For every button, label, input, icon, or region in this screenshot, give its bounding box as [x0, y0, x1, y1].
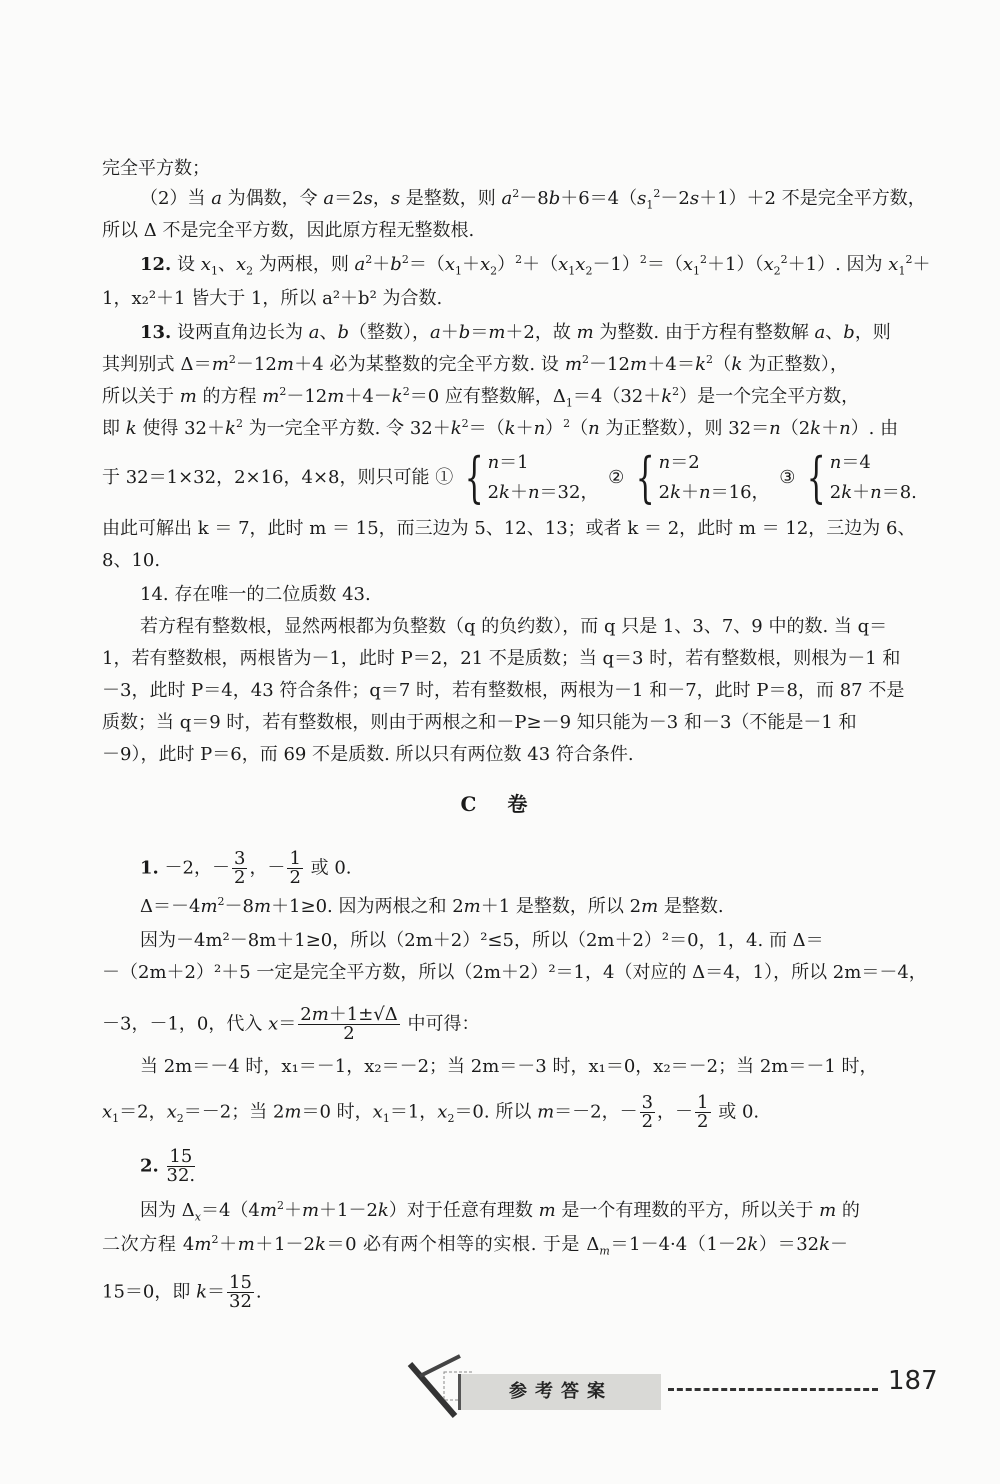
text-line: －3，－1，0，代入 x＝ $\frac{2m+1\pm√\Delta}{2}$ 中可得： [102, 1004, 480, 1044]
text-line: 于 32＝1×32，2×16，4×8，则只可能 ① { n＝1 2k＋n＝32， ② { n＝2 2k＋n＝16， ③ { n＝4 2k＋n＝8. [102, 446, 917, 509]
text-line: 1. －2，－ $\frac{3}{2}$ ，－ $\frac{1}{2}$ 或 0. [140, 848, 352, 888]
text-line: （2）当 a 为偶数，令 a＝2s，s 是整数，则 $a^2-8b+6=4(s_1^2-2s+1)+2$ 不是完全平方数， [140, 187, 926, 212]
text-line: 15＝0，即 k＝ $\frac{15}{32}$ . [102, 1272, 262, 1312]
footer-dash-line [668, 1388, 878, 1391]
text-line: 质数；当 q＝9 时，若有整数根，则由于两根之和－P≥－9 知只能为－3 和－3（不能是－1 和 [102, 712, 857, 733]
text-line: 所以关于 m 的方程 $m^2-12m+4-k^2=0$ 应有整数解，$\Delta_1=4(32+k^2)$是一个完全平方数， [102, 385, 860, 410]
text-line: 8、10. [102, 550, 161, 571]
equation-system: { n＝2 2k＋n＝16， [636, 446, 770, 509]
text-line: 1，x₂²＋1 皆大于 1，所以 a²＋b² 为合数. [102, 288, 443, 309]
text-line: －9），此时 P＝6，而 69 不是质数. 所以只有两位数 43 符合条件. [102, 744, 634, 765]
text-line: 当 2m＝－4 时，x₁＝－1，x₂＝－2；当 2m＝－3 时，x₁＝0，x₂＝－2；当 2m＝－1 时， [140, 1056, 878, 1077]
text-line: －3，此时 P＝4，43 符合条件；q＝7 时，若有整数根，两根为－1 和－7，此时 P＝8，而 87 不是 [102, 680, 905, 701]
text-line: 即 k 使得 $32+k^2$ 为一完全平方数. 令 $32+k^2=(k+n)^2(n$ 为正整数），则 32＝n（2k＋n）. 由 [102, 417, 899, 439]
text-line: 其判别式 $\Delta=m^2-12m+4$ 必为某整数的完全平方数. 设 $m^2-12m+4=k^2(k$ 为正整数）， [102, 353, 848, 375]
text-line: 由此可解出 k ＝ 7，此时 m ＝ 15，而三边为 5、12、13；或者 k ＝ 2，此时 m ＝ 12，三边为 6、 [102, 518, 916, 539]
section-title: C 卷 [460, 792, 540, 816]
footer-label-box [458, 1374, 661, 1410]
text-line: 所以 Δ 不是完全平方数，因此原方程无整数根. [102, 220, 475, 241]
page-footer [400, 1346, 940, 1426]
text-line: 14. 存在唯一的二位质数 43. [140, 584, 371, 605]
text-line: －（2m＋2）²＋5 一定是完全平方数，所以（2m＋2）²＝1，4（对应的 Δ＝4，1），所以 2m＝－4， [102, 962, 927, 983]
text-line: 因为 $\Delta_x=4(4m^2+m+1-2k)$对于任意有理数 m 是一个有理数的平方，所以关于 m 的 [140, 1199, 860, 1224]
text-line: 1，若有整数根，两根皆为－1，此时 P＝2，21 不是质数；当 q＝3 时，若有整数根，则根为－1 和 [102, 648, 901, 669]
footer-label: 参考答案 [509, 1381, 613, 1402]
text-line: 12. 设 $x_1$、$x_2$ 为两根，则 $a^2+b^2=(x_1+x_2)^2+(x_1x_2-1)^2=(x_1^2+1)(x_2^2+1)$. 因为 $x_1^2+$ [140, 253, 931, 278]
equation-system: { n＝4 2k＋n＝8. [807, 446, 917, 509]
text-line: 13. 设两直角边长为 a、b（整数），a＋b＝m＋2，故 m 为整数. 由于方程有整数解 a、b，则 [140, 322, 891, 343]
text-line: 完全平方数； [102, 158, 210, 179]
text-line: 若方程有整数根，显然两根都为负整数（q 的负约数），而 q 只是 1、3、7、9 中的数. 当 q＝ [140, 616, 888, 637]
text-line: 二次方程 $4m^2+m+1-2k=0$ 必有两个相等的实根. 于是 $\Delta_m=1-4\cdot 4(1-2k)=32k-$ [102, 1233, 849, 1258]
equation-system: { n＝1 2k＋n＝32， [464, 446, 599, 509]
text-line: 2. $\frac{15}{32.}$ [140, 1146, 196, 1186]
text-line: 因为－4m²－8m＋1≥0，所以（2m＋2）²≤5，所以（2m＋2）²＝0，1，4. 而 Δ＝ [140, 930, 824, 951]
text-line: $x_1=2$，$x_2=-2$；当 2m＝0 时，$x_1=1$，$x_2=0$. 所以 m＝－2，－ $\frac{3}{2}$ ，－ $\frac{1}{2}$ 或 0. [102, 1092, 760, 1132]
text-line: $\Delta=-4m^2-8m+1\ge 0$. 因为两根之和 2m＋1 是整数，所以 2m 是整数. [140, 895, 724, 917]
page-number: 187 [888, 1366, 938, 1396]
